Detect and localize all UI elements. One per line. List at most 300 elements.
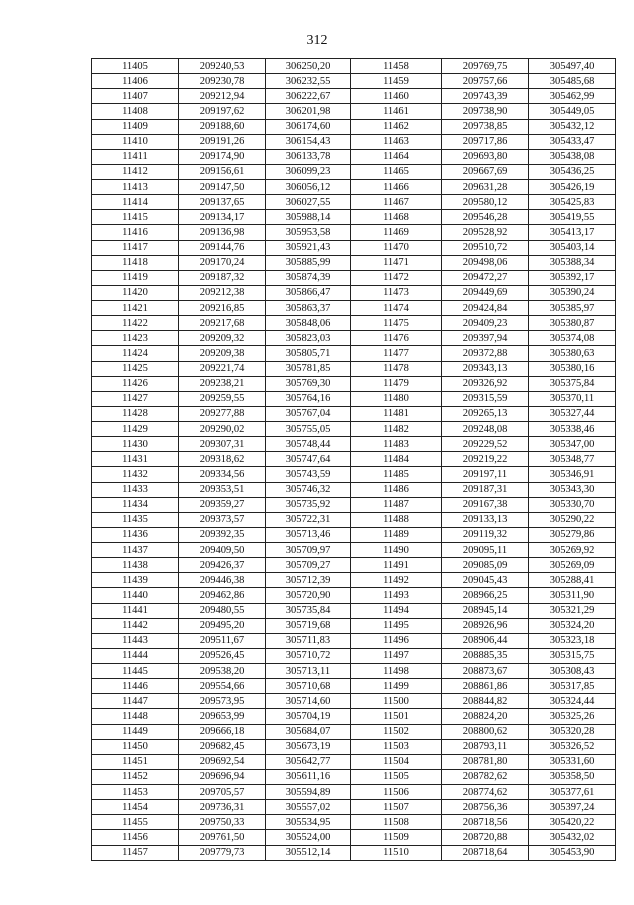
x-coordinate-right-cell: 209265,13: [442, 406, 529, 421]
x-coordinate-left-cell: 209188,60: [179, 119, 266, 134]
x-coordinate-left-cell: 209318,62: [179, 452, 266, 467]
x-coordinate-right-cell: 209510,72: [442, 240, 529, 255]
x-coordinate-left-cell: 209538,20: [179, 664, 266, 679]
x-coordinate-left-cell: 209554,66: [179, 679, 266, 694]
point-number-left-cell: 11438: [92, 558, 179, 573]
table-row: [92, 558, 616, 573]
y-coordinate-right-cell: 305325,26: [529, 709, 616, 724]
point-number-left-cell: 11448: [92, 709, 179, 724]
point-number-left-cell: 11440: [92, 588, 179, 603]
y-coordinate-left-cell: 305713,46: [266, 527, 351, 542]
x-coordinate-left-cell: 209353,51: [179, 482, 266, 497]
y-coordinate-right-cell: 305321,29: [529, 603, 616, 618]
x-coordinate-left-cell: 209209,38: [179, 346, 266, 361]
y-coordinate-left-cell: 305719,68: [266, 618, 351, 633]
x-coordinate-left-cell: 209750,33: [179, 815, 266, 830]
point-number-left-cell: 11442: [92, 618, 179, 633]
x-coordinate-right-cell: 209717,86: [442, 134, 529, 149]
y-coordinate-right-cell: 305397,24: [529, 800, 616, 815]
y-coordinate-right-cell: 305324,20: [529, 618, 616, 633]
point-number-left-cell: 11449: [92, 724, 179, 739]
point-number-right-cell: 11494: [351, 603, 442, 618]
point-number-right-cell: 11498: [351, 664, 442, 679]
y-coordinate-right-cell: 305425,83: [529, 195, 616, 210]
coordinates-table: [91, 58, 616, 861]
y-coordinate-left-cell: 305704,19: [266, 709, 351, 724]
point-number-right-cell: 11468: [351, 210, 442, 225]
table-row: [92, 255, 616, 270]
y-coordinate-right-cell: 305269,92: [529, 543, 616, 558]
point-number-left-cell: 11454: [92, 800, 179, 815]
x-coordinate-right-cell: 208800,62: [442, 724, 529, 739]
x-coordinate-right-cell: 209187,31: [442, 482, 529, 497]
x-coordinate-left-cell: 209170,24: [179, 255, 266, 270]
x-coordinate-left-cell: 209653,99: [179, 709, 266, 724]
y-coordinate-right-cell: 305326,52: [529, 739, 616, 754]
x-coordinate-right-cell: 209119,32: [442, 527, 529, 542]
point-number-left-cell: 11430: [92, 437, 179, 452]
x-coordinate-left-cell: 209682,45: [179, 739, 266, 754]
x-coordinate-left-cell: 209334,56: [179, 467, 266, 482]
y-coordinate-right-cell: 305453,90: [529, 845, 616, 860]
table-row: [92, 210, 616, 225]
table-row: [92, 89, 616, 104]
table-row: [92, 134, 616, 149]
point-number-left-cell: 11436: [92, 527, 179, 542]
y-coordinate-left-cell: 305684,07: [266, 724, 351, 739]
x-coordinate-left-cell: 209779,73: [179, 845, 266, 860]
table-row: [92, 316, 616, 331]
table-row: [92, 467, 616, 482]
point-number-right-cell: 11487: [351, 497, 442, 512]
x-coordinate-right-cell: 209229,52: [442, 437, 529, 452]
x-coordinate-right-cell: 209769,75: [442, 59, 529, 74]
point-number-right-cell: 11476: [351, 331, 442, 346]
table-row: [92, 285, 616, 300]
x-coordinate-left-cell: 209191,26: [179, 134, 266, 149]
y-coordinate-right-cell: 305420,22: [529, 815, 616, 830]
point-number-right-cell: 11460: [351, 89, 442, 104]
x-coordinate-left-cell: 209705,57: [179, 785, 266, 800]
table-row: [92, 437, 616, 452]
point-number-right-cell: 11504: [351, 754, 442, 769]
y-coordinate-left-cell: 305781,85: [266, 361, 351, 376]
point-number-left-cell: 11429: [92, 422, 179, 437]
table-row: [92, 573, 616, 588]
x-coordinate-right-cell: 208756,36: [442, 800, 529, 815]
y-coordinate-right-cell: 305432,02: [529, 830, 616, 845]
point-number-right-cell: 11477: [351, 346, 442, 361]
y-coordinate-left-cell: 305921,43: [266, 240, 351, 255]
y-coordinate-left-cell: 305866,47: [266, 285, 351, 300]
x-coordinate-right-cell: 208885,35: [442, 648, 529, 663]
y-coordinate-right-cell: 305346,91: [529, 467, 616, 482]
x-coordinate-right-cell: 209580,12: [442, 195, 529, 210]
x-coordinate-right-cell: 209248,08: [442, 422, 529, 437]
y-coordinate-right-cell: 305388,34: [529, 255, 616, 270]
x-coordinate-right-cell: 208718,56: [442, 815, 529, 830]
y-coordinate-left-cell: 305611,16: [266, 769, 351, 784]
x-coordinate-left-cell: 209216,85: [179, 301, 266, 316]
point-number-left-cell: 11423: [92, 331, 179, 346]
point-number-left-cell: 11412: [92, 164, 179, 179]
x-coordinate-left-cell: 209259,55: [179, 391, 266, 406]
x-coordinate-right-cell: 209326,92: [442, 376, 529, 391]
table-row: [92, 603, 616, 618]
point-number-left-cell: 11409: [92, 119, 179, 134]
x-coordinate-left-cell: 209462,86: [179, 588, 266, 603]
table-row: [92, 618, 616, 633]
point-number-right-cell: 11491: [351, 558, 442, 573]
y-coordinate-left-cell: 305524,00: [266, 830, 351, 845]
y-coordinate-right-cell: 305485,68: [529, 74, 616, 89]
table-row: [92, 830, 616, 845]
point-number-right-cell: 11474: [351, 301, 442, 316]
x-coordinate-right-cell: 208824,20: [442, 709, 529, 724]
point-number-right-cell: 11509: [351, 830, 442, 845]
x-coordinate-right-cell: 208906,44: [442, 633, 529, 648]
table-row: [92, 527, 616, 542]
page-number: 312: [306, 33, 328, 48]
x-coordinate-right-cell: 209757,66: [442, 74, 529, 89]
point-number-right-cell: 11496: [351, 633, 442, 648]
y-coordinate-right-cell: 305380,87: [529, 316, 616, 331]
x-coordinate-right-cell: 209498,06: [442, 255, 529, 270]
y-coordinate-right-cell: 305374,08: [529, 331, 616, 346]
point-number-right-cell: 11461: [351, 104, 442, 119]
point-number-right-cell: 11479: [351, 376, 442, 391]
point-number-right-cell: 11485: [351, 467, 442, 482]
x-coordinate-left-cell: 209392,35: [179, 527, 266, 542]
y-coordinate-right-cell: 305315,75: [529, 648, 616, 663]
x-coordinate-right-cell: 209085,09: [442, 558, 529, 573]
table-row: [92, 754, 616, 769]
y-coordinate-left-cell: 305767,04: [266, 406, 351, 421]
y-coordinate-left-cell: 306133,78: [266, 149, 351, 164]
point-number-right-cell: 11475: [351, 316, 442, 331]
y-coordinate-right-cell: 305347,00: [529, 437, 616, 452]
table-row: [92, 119, 616, 134]
x-coordinate-left-cell: 209197,62: [179, 104, 266, 119]
point-number-left-cell: 11420: [92, 285, 179, 300]
y-coordinate-right-cell: 305380,16: [529, 361, 616, 376]
x-coordinate-left-cell: 209573,95: [179, 694, 266, 709]
y-coordinate-right-cell: 305348,77: [529, 452, 616, 467]
point-number-right-cell: 11495: [351, 618, 442, 633]
x-coordinate-left-cell: 209212,38: [179, 285, 266, 300]
y-coordinate-left-cell: 305764,16: [266, 391, 351, 406]
y-coordinate-right-cell: 305392,17: [529, 270, 616, 285]
y-coordinate-right-cell: 305380,63: [529, 346, 616, 361]
table-row: [92, 361, 616, 376]
y-coordinate-left-cell: 305746,32: [266, 482, 351, 497]
point-number-left-cell: 11416: [92, 225, 179, 240]
table-row: [92, 301, 616, 316]
y-coordinate-left-cell: 305720,90: [266, 588, 351, 603]
y-coordinate-left-cell: 305710,68: [266, 679, 351, 694]
point-number-right-cell: 11462: [351, 119, 442, 134]
y-coordinate-right-cell: 305338,46: [529, 422, 616, 437]
point-number-left-cell: 11439: [92, 573, 179, 588]
x-coordinate-right-cell: 209738,90: [442, 104, 529, 119]
table-row: [92, 769, 616, 784]
table-row: [92, 497, 616, 512]
point-number-left-cell: 11425: [92, 361, 179, 376]
table-row: [92, 845, 616, 860]
x-coordinate-right-cell: 209472,27: [442, 270, 529, 285]
y-coordinate-right-cell: 305438,08: [529, 149, 616, 164]
x-coordinate-right-cell: 209424,84: [442, 301, 529, 316]
x-coordinate-right-cell: 209449,69: [442, 285, 529, 300]
y-coordinate-right-cell: 305308,43: [529, 664, 616, 679]
y-coordinate-left-cell: 306222,67: [266, 89, 351, 104]
table-row: [92, 164, 616, 179]
x-coordinate-right-cell: 209133,13: [442, 512, 529, 527]
table-row: [92, 785, 616, 800]
x-coordinate-left-cell: 209511,67: [179, 633, 266, 648]
y-coordinate-left-cell: 305710,72: [266, 648, 351, 663]
y-coordinate-left-cell: 305743,59: [266, 467, 351, 482]
y-coordinate-left-cell: 305594,89: [266, 785, 351, 800]
y-coordinate-right-cell: 305377,61: [529, 785, 616, 800]
table-row: [92, 588, 616, 603]
x-coordinate-right-cell: 209372,88: [442, 346, 529, 361]
point-number-right-cell: 11459: [351, 74, 442, 89]
table-row: [92, 59, 616, 74]
point-number-left-cell: 11405: [92, 59, 179, 74]
point-number-left-cell: 11410: [92, 134, 179, 149]
point-number-left-cell: 11427: [92, 391, 179, 406]
x-coordinate-left-cell: 209666,18: [179, 724, 266, 739]
point-number-right-cell: 11505: [351, 769, 442, 784]
x-coordinate-right-cell: 209743,39: [442, 89, 529, 104]
point-number-right-cell: 11484: [351, 452, 442, 467]
point-number-right-cell: 11488: [351, 512, 442, 527]
table-row: [92, 709, 616, 724]
x-coordinate-left-cell: 209212,94: [179, 89, 266, 104]
table-row: [92, 270, 616, 285]
x-coordinate-right-cell: 209693,80: [442, 149, 529, 164]
x-coordinate-right-cell: 209315,59: [442, 391, 529, 406]
table-row: [92, 633, 616, 648]
x-coordinate-right-cell: 209738,85: [442, 119, 529, 134]
y-coordinate-left-cell: 306174,60: [266, 119, 351, 134]
y-coordinate-left-cell: 305713,11: [266, 664, 351, 679]
x-coordinate-left-cell: 209136,98: [179, 225, 266, 240]
point-number-left-cell: 11452: [92, 769, 179, 784]
table-row: [92, 331, 616, 346]
table-row: [92, 512, 616, 527]
point-number-left-cell: 11433: [92, 482, 179, 497]
y-coordinate-left-cell: 305755,05: [266, 422, 351, 437]
y-coordinate-right-cell: 305385,97: [529, 301, 616, 316]
y-coordinate-left-cell: 305769,30: [266, 376, 351, 391]
point-number-left-cell: 11431: [92, 452, 179, 467]
point-number-left-cell: 11447: [92, 694, 179, 709]
x-coordinate-right-cell: 208844,82: [442, 694, 529, 709]
x-coordinate-left-cell: 209692,54: [179, 754, 266, 769]
point-number-right-cell: 11458: [351, 59, 442, 74]
y-coordinate-left-cell: 305711,83: [266, 633, 351, 648]
point-number-left-cell: 11455: [92, 815, 179, 830]
x-coordinate-right-cell: 209343,13: [442, 361, 529, 376]
table-row: [92, 694, 616, 709]
x-coordinate-left-cell: 209230,78: [179, 74, 266, 89]
table-row: [92, 679, 616, 694]
point-number-left-cell: 11435: [92, 512, 179, 527]
y-coordinate-left-cell: 305885,99: [266, 255, 351, 270]
point-number-right-cell: 11478: [351, 361, 442, 376]
y-coordinate-right-cell: 305324,44: [529, 694, 616, 709]
table-row: [92, 815, 616, 830]
x-coordinate-right-cell: 208774,62: [442, 785, 529, 800]
y-coordinate-right-cell: 305311,90: [529, 588, 616, 603]
point-number-left-cell: 11450: [92, 739, 179, 754]
point-number-right-cell: 11486: [351, 482, 442, 497]
point-number-left-cell: 11424: [92, 346, 179, 361]
point-number-left-cell: 11437: [92, 543, 179, 558]
x-coordinate-right-cell: 209219,22: [442, 452, 529, 467]
y-coordinate-right-cell: 305279,86: [529, 527, 616, 542]
x-coordinate-left-cell: 209147,50: [179, 180, 266, 195]
y-coordinate-left-cell: 305848,06: [266, 316, 351, 331]
point-number-left-cell: 11408: [92, 104, 179, 119]
y-coordinate-left-cell: 305823,03: [266, 331, 351, 346]
y-coordinate-right-cell: 305432,12: [529, 119, 616, 134]
x-coordinate-right-cell: 209095,11: [442, 543, 529, 558]
y-coordinate-right-cell: 305269,09: [529, 558, 616, 573]
x-coordinate-right-cell: 208945,14: [442, 603, 529, 618]
point-number-right-cell: 11489: [351, 527, 442, 542]
y-coordinate-right-cell: 305433,47: [529, 134, 616, 149]
x-coordinate-left-cell: 209696,94: [179, 769, 266, 784]
point-number-left-cell: 11411: [92, 149, 179, 164]
table-row: [92, 543, 616, 558]
x-coordinate-left-cell: 209174,90: [179, 149, 266, 164]
x-coordinate-left-cell: 209156,61: [179, 164, 266, 179]
x-coordinate-left-cell: 209290,02: [179, 422, 266, 437]
y-coordinate-right-cell: 305370,11: [529, 391, 616, 406]
point-number-left-cell: 11434: [92, 497, 179, 512]
table-row: [92, 74, 616, 89]
table-row: [92, 800, 616, 815]
point-number-left-cell: 11414: [92, 195, 179, 210]
y-coordinate-left-cell: 305874,39: [266, 270, 351, 285]
table-row: [92, 104, 616, 119]
y-coordinate-right-cell: 305390,24: [529, 285, 616, 300]
point-number-left-cell: 11443: [92, 633, 179, 648]
y-coordinate-right-cell: 305288,41: [529, 573, 616, 588]
table-row: [92, 195, 616, 210]
y-coordinate-right-cell: 305343,30: [529, 482, 616, 497]
point-number-left-cell: 11417: [92, 240, 179, 255]
y-coordinate-right-cell: 305331,60: [529, 754, 616, 769]
x-coordinate-right-cell: 208720,88: [442, 830, 529, 845]
y-coordinate-right-cell: 305449,05: [529, 104, 616, 119]
y-coordinate-left-cell: 306154,43: [266, 134, 351, 149]
x-coordinate-right-cell: 209197,11: [442, 467, 529, 482]
point-number-right-cell: 11473: [351, 285, 442, 300]
point-number-left-cell: 11428: [92, 406, 179, 421]
y-coordinate-left-cell: 305735,84: [266, 603, 351, 618]
point-number-right-cell: 11493: [351, 588, 442, 603]
point-number-left-cell: 11456: [92, 830, 179, 845]
x-coordinate-right-cell: 209167,38: [442, 497, 529, 512]
x-coordinate-left-cell: 209221,74: [179, 361, 266, 376]
x-coordinate-left-cell: 209134,17: [179, 210, 266, 225]
x-coordinate-left-cell: 209238,21: [179, 376, 266, 391]
x-coordinate-left-cell: 209426,37: [179, 558, 266, 573]
x-coordinate-left-cell: 209307,31: [179, 437, 266, 452]
y-coordinate-left-cell: 306056,12: [266, 180, 351, 195]
y-coordinate-left-cell: 305712,39: [266, 573, 351, 588]
y-coordinate-right-cell: 305327,44: [529, 406, 616, 421]
y-coordinate-right-cell: 305375,84: [529, 376, 616, 391]
point-number-right-cell: 11471: [351, 255, 442, 270]
point-number-right-cell: 11483: [351, 437, 442, 452]
point-number-right-cell: 11510: [351, 845, 442, 860]
point-number-right-cell: 11490: [351, 543, 442, 558]
x-coordinate-right-cell: 208873,67: [442, 664, 529, 679]
table-row: [92, 149, 616, 164]
y-coordinate-left-cell: 305709,97: [266, 543, 351, 558]
point-number-left-cell: 11413: [92, 180, 179, 195]
x-coordinate-right-cell: 208861,86: [442, 679, 529, 694]
point-number-left-cell: 11444: [92, 648, 179, 663]
table-row: [92, 739, 616, 754]
table-row: [92, 240, 616, 255]
x-coordinate-right-cell: 209667,69: [442, 164, 529, 179]
x-coordinate-right-cell: 209528,92: [442, 225, 529, 240]
point-number-right-cell: 11499: [351, 679, 442, 694]
point-number-left-cell: 11426: [92, 376, 179, 391]
x-coordinate-right-cell: 208926,96: [442, 618, 529, 633]
x-coordinate-left-cell: 209495,20: [179, 618, 266, 633]
x-coordinate-left-cell: 209240,53: [179, 59, 266, 74]
point-number-right-cell: 11480: [351, 391, 442, 406]
x-coordinate-left-cell: 209526,45: [179, 648, 266, 663]
x-coordinate-right-cell: 208782,62: [442, 769, 529, 784]
x-coordinate-right-cell: 208793,11: [442, 739, 529, 754]
point-number-left-cell: 11415: [92, 210, 179, 225]
point-number-right-cell: 11463: [351, 134, 442, 149]
table-row: [92, 180, 616, 195]
point-number-right-cell: 11470: [351, 240, 442, 255]
point-number-right-cell: 11497: [351, 648, 442, 663]
x-coordinate-left-cell: 209144,76: [179, 240, 266, 255]
x-coordinate-right-cell: 209397,94: [442, 331, 529, 346]
table-row: [92, 482, 616, 497]
x-coordinate-right-cell: 209546,28: [442, 210, 529, 225]
y-coordinate-left-cell: 305673,19: [266, 739, 351, 754]
y-coordinate-right-cell: 305317,85: [529, 679, 616, 694]
x-coordinate-left-cell: 209217,68: [179, 316, 266, 331]
y-coordinate-right-cell: 305330,70: [529, 497, 616, 512]
y-coordinate-left-cell: 305748,44: [266, 437, 351, 452]
y-coordinate-right-cell: 305497,40: [529, 59, 616, 74]
x-coordinate-left-cell: 209736,31: [179, 800, 266, 815]
x-coordinate-right-cell: 208781,80: [442, 754, 529, 769]
y-coordinate-left-cell: 305722,31: [266, 512, 351, 527]
y-coordinate-left-cell: 305805,71: [266, 346, 351, 361]
point-number-right-cell: 11502: [351, 724, 442, 739]
y-coordinate-right-cell: 305436,25: [529, 164, 616, 179]
x-coordinate-left-cell: 209480,55: [179, 603, 266, 618]
y-coordinate-right-cell: 305323,18: [529, 633, 616, 648]
x-coordinate-left-cell: 209446,38: [179, 573, 266, 588]
table-row: [92, 724, 616, 739]
point-number-right-cell: 11467: [351, 195, 442, 210]
